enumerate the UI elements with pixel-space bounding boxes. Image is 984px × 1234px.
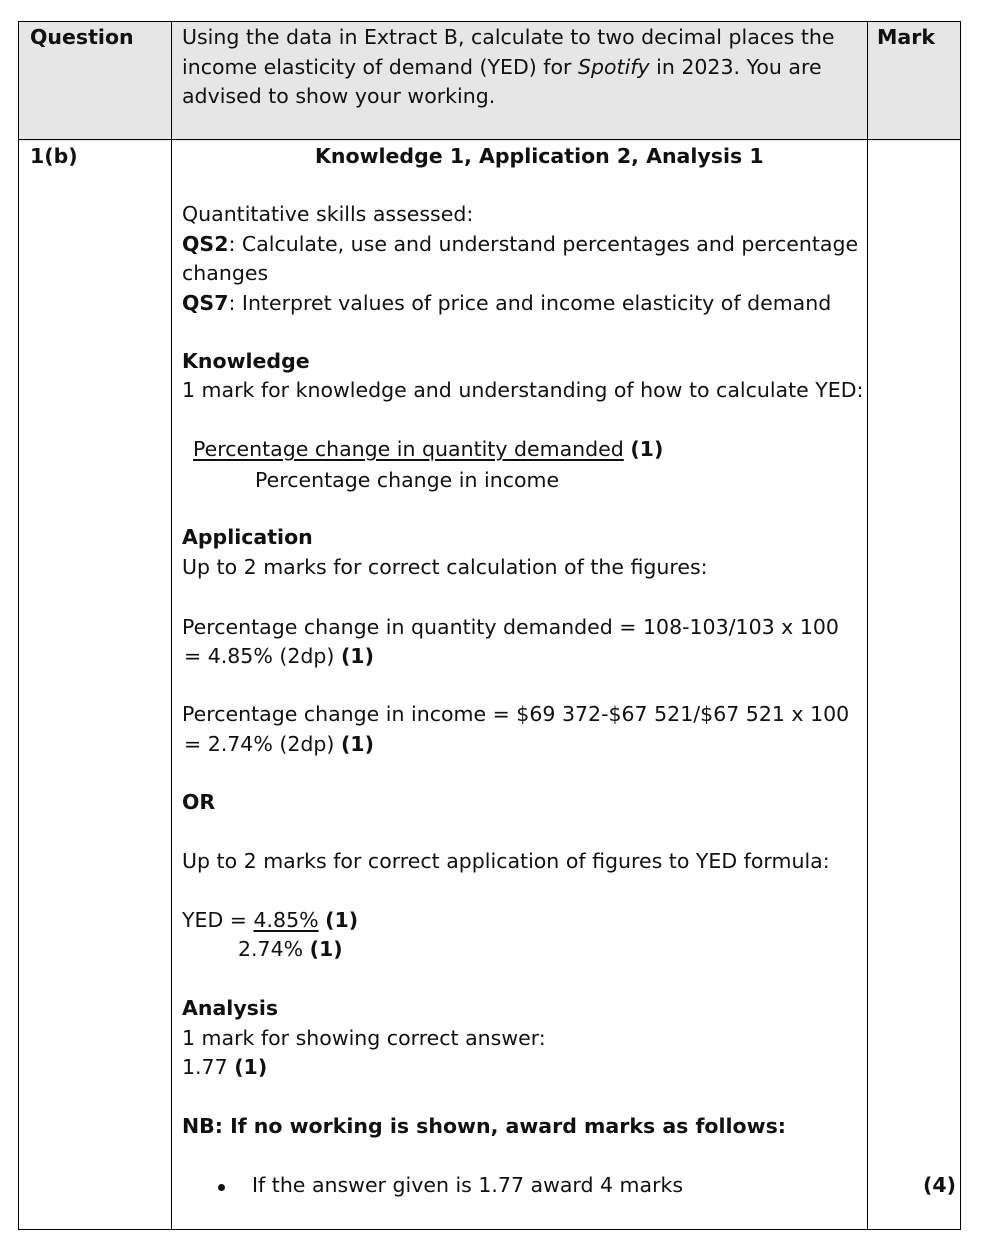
knowledge-desc: 1 mark for knowledge and understanding of how to calculate YED: [182,378,864,402]
question-number: 1(b) [30,144,78,168]
column-divider [867,22,868,1229]
total-mark: (4) [923,1173,957,1197]
or-label: OR [182,790,216,814]
answer-line: 1.77 (1) [182,1055,268,1079]
qs2-line-cont: changes [182,261,269,285]
bullet-text: If the answer given is 1.77 award 4 marks [252,1173,684,1197]
income-calculation: Percentage change in income = $69 372-$67 521/$67 521 x 100 [182,702,850,726]
income-result: = 2.74% (2dp) (1) [184,732,374,756]
nb-text: NB: If no working is shown, award marks as follows: [182,1114,786,1138]
application-desc: Up to 2 marks for correct calculation of the figures: [182,555,708,579]
analysis-heading: Analysis [182,996,279,1020]
formula-numerator: Percentage change in quantity demanded (1) [193,437,664,461]
yed-denominator-line: 2.74% (1) [238,937,343,961]
mark-header: Mark [877,25,935,49]
row-divider [19,139,960,140]
question-text-line-2: income elasticity of demand (YED) for Spotify in 2023. You are [182,55,822,79]
formula-denominator: Percentage change in income [255,468,560,492]
spotify-brand: Spotify [577,55,650,79]
analysis-desc: 1 mark for showing correct answer: [182,1026,546,1050]
ao-summary: Knowledge 1, Application 2, Analysis 1 [315,144,764,168]
application-heading: Application [182,525,313,549]
qs7-line: QS7: Interpret values of price and income elasticity of demand [182,291,832,315]
yed-numerator-line: YED = 4.85% (1) [182,908,359,932]
qd-calculation: Percentage change in quantity demanded = 108-103/103 x 100 [182,615,839,639]
alt-desc: Up to 2 marks for correct application of figures to YED formula: [182,849,830,873]
question-text-line-3: advised to show your working. [182,84,496,108]
qs-intro: Quantitative skills assessed: [182,202,474,226]
qs2-line: QS2: Calculate, use and understand percentages and percentage [182,232,859,256]
knowledge-heading: Knowledge [182,349,310,373]
bullet-icon [218,1184,225,1191]
qd-result: = 4.85% (2dp) (1) [184,644,374,668]
question-header: Question [30,25,134,49]
column-divider [171,22,172,1229]
question-text-line-1: Using the data in Extract B, calculate to two decimal places the [182,25,835,49]
